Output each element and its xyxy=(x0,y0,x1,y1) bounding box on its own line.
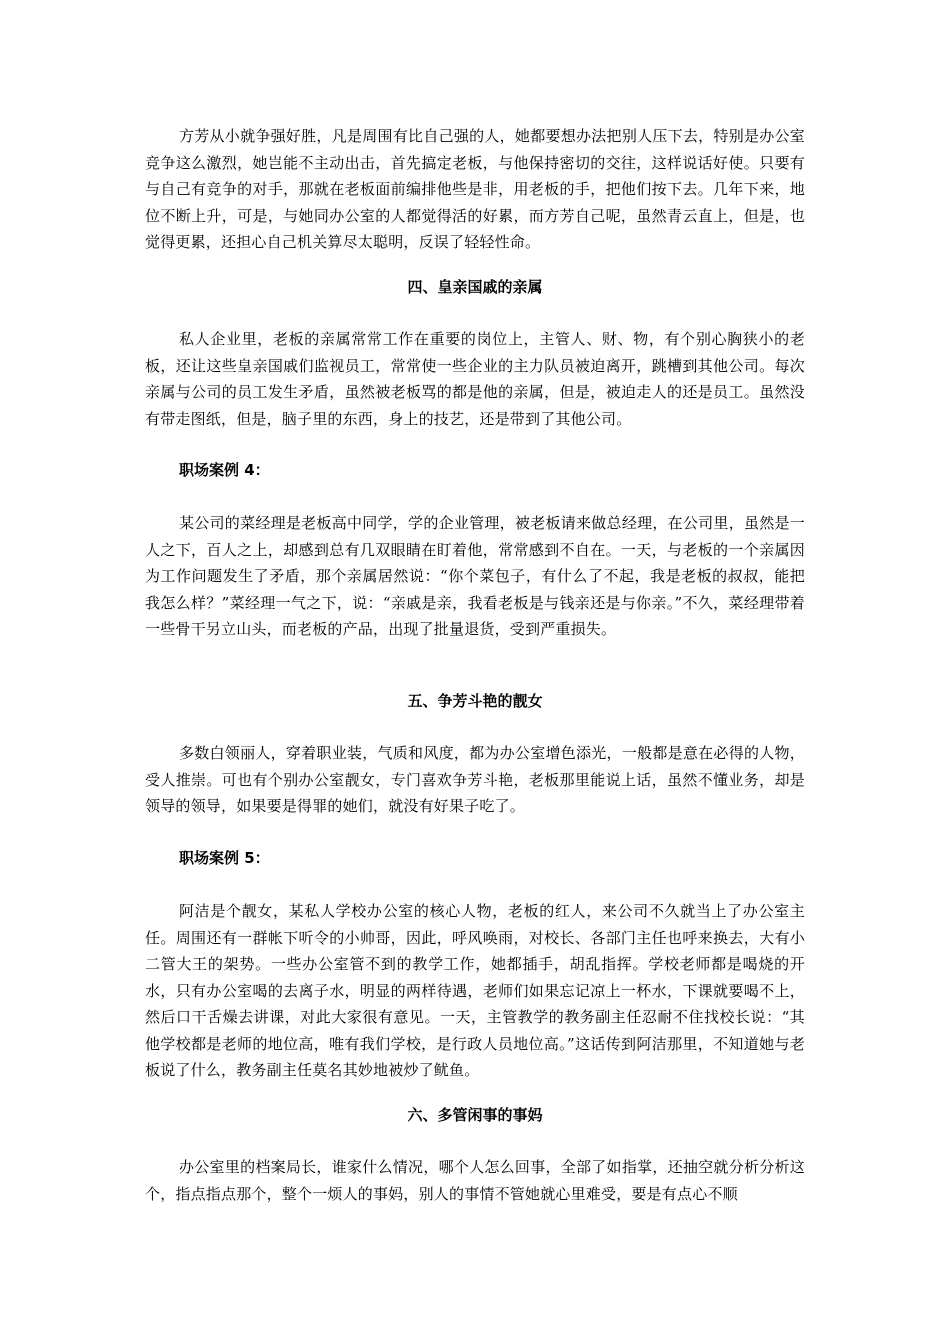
paragraph-case-5: 阿洁是个靓女，某私人学校办公室的核心人物，老板的红人，来公司不久就当上了办公室主任。周围还有一群帐下听令的小帅哥，因此，呼风唤雨，对校长、各部门主任也呼来换去，大有小二管大王的架势。一些办公室管不到的教学工作，她都插手，胡乱指挥。学校老师都是喝烧的开水，只有办公室喝的去离子水，明显的两样待遇，老师们如果忘记凉上一杯水，下课就要喝不上，然后口干舌燥去讲课，对此大家很有意见。一天，主管教学的教务副主任忍耐不住找校长说：“其他学校都是老师的地位高，唯有我们学校，是行政人员地位高。”这话传到阿洁那里，不知道她与老板说了什么，教务副主任莫名其妙地被炒了鱿鱼。 xyxy=(145,902,805,1079)
case-label-4: 职场案例 4： xyxy=(179,461,270,479)
paragraph-fangfang: 方芳从小就争强好胜，凡是周围有比自己强的人，她都要想办法把别人压下去，特别是办公室竞争这么激烈，她岂能不主动出击，首先搞定老板，与他保持密切的交往，这样说话好使。只要有与自己有竞争的对手，那就在老板面前编排他些是非，用老板的手，把他们按下去。几年下来，地位不断上升，可是，与她同办公室的人都觉得活的好累，而方芳自己呢，虽然青云直上，但是，也觉得更累，还担心自己机关算尽太聪明，反误了轻轻性命。 xyxy=(145,127,805,251)
case-label-5: 职场案例 5： xyxy=(179,849,270,867)
paragraph-case-4: 某公司的菜经理是老板高中同学，学的企业管理，被老板请来做总经理，在公司里，虽然是一人之下，百人之上，却感到总有几双眼睛在盯着他，常常感到不自在。一天，与老板的一个亲属因为工作问题发生了矛盾，那个亲属居然说：“你个菜包子，有什么了不起，我是老板的叔叔，能把我怎么样？”菜经理一气之下，说：“亲戚是亲，我看老板是与钱亲还是与你亲。”不久，菜经理带着一些骨干另立山头，而老板的产品，出现了批量退货，受到严重损失。 xyxy=(145,514,805,638)
paragraph-relatives: 私人企业里，老板的亲属常常工作在重要的岗位上，主管人、财、物，有个别心胸狭小的老板，还让这些皇亲国戚们监视员工，常常使一些企业的主力队员被迫离开，跳槽到其他公司。每次亲属与公司的员工发生矛盾，虽然被老板骂的都是他的亲属，但是，被迫走人的还是员工。虽然没有带走图纸，但是，脑子里的东西，身上的技艺，还是带到了其他公司。 xyxy=(145,330,805,428)
section-heading-4: 四、皇亲国戚的亲属 xyxy=(407,278,543,296)
section-heading-6: 六、多管闲事的事妈 xyxy=(407,1106,543,1124)
paragraph-busybody: 办公室里的档案局长，谁家什么情况，哪个人怎么回事，全部了如指掌，还抽空就分析分析这个，指点指点那个，整个一烦人的事妈，别人的事情不管她就心里难受，要是有点心不顺 xyxy=(145,1158,805,1203)
paragraph-beauties: 多数白领丽人，穿着职业装，气质和风度，都为办公室增色添光，一般都是意在必得的人物，受人推崇。可也有个别办公室靓女，专门喜欢争芳斗艳，老板那里能说上话，虽然不懂业务，却是领导的领导，如果要是得罪的她们，就没有好果子吃了。 xyxy=(145,744,805,815)
section-heading-5: 五、争芳斗艳的靓女 xyxy=(407,692,543,710)
